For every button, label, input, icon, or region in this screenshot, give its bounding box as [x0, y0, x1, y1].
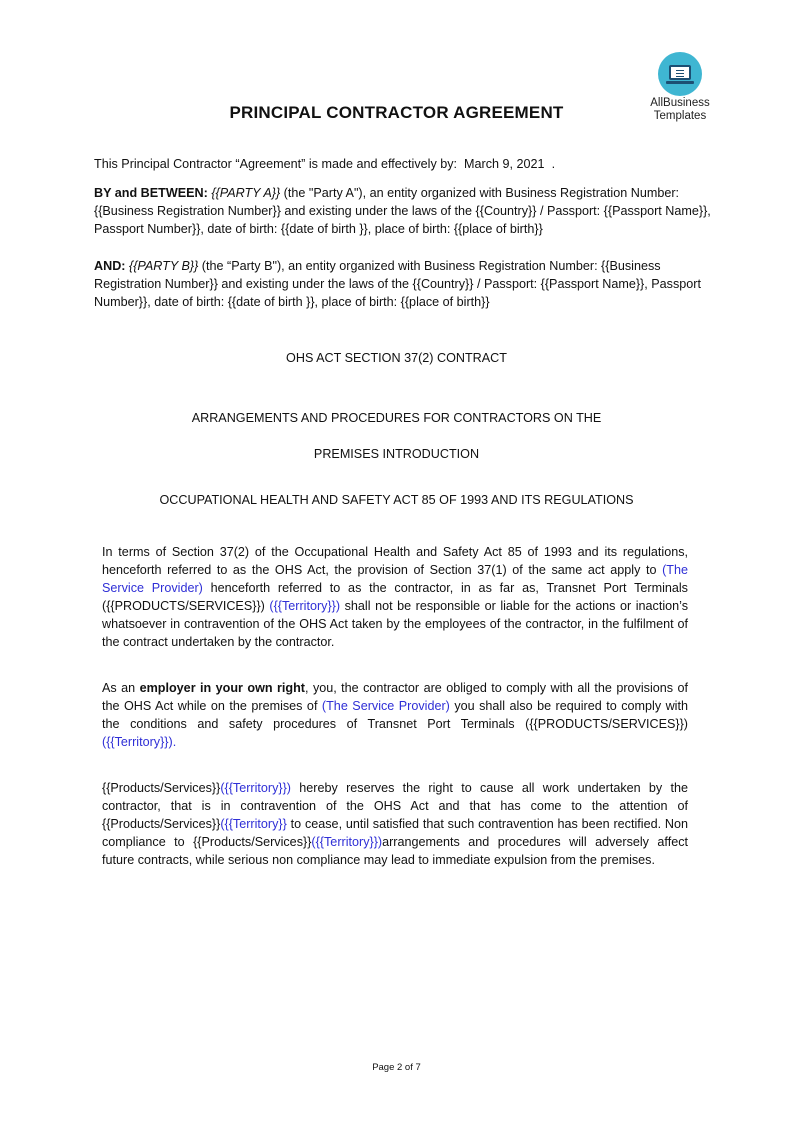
service-provider-placeholder: (The Service Provider) — [321, 699, 450, 713]
para3-text-4: arrangements and procedures will adversely affect future contracts, while serious non compliance may lead to immediate expulsion from the premises. — [102, 835, 688, 867]
service-provider-placeholder: (The Service Provider) — [102, 563, 688, 595]
party-b-text: (the “Party B"), an entity organized with Business Registration Number: {{Business Registration Number}} and existing under the laws of the {{Country}} / Passport: {{Passport Name}}, Passport Number}}, date of birth: {{date of birth }}, place of birth: {{place of birth}} — [94, 259, 701, 309]
para1-text-2: henceforth referred to as the contractor, in as far as, Transnet Port Terminals ({{PRODUCTS/SERVICES}}) — [102, 581, 688, 613]
para1-text-3: shall not be responsible or liable for the actions or inaction’s whatsoever in contravention of the OHS Act taken by the employees of the contractor, in the fulfilment of the contract undertaken by the contractor. — [102, 599, 689, 649]
section-37-paragraph — [102, 543, 688, 651]
heading-arrangements: ARRANGEMENTS AND PROCEDURES FOR CONTRACTORS ON THE — [191, 411, 602, 425]
intro-end: . — [551, 157, 556, 171]
heading-premises: PREMISES INTRODUCTION — [313, 447, 480, 461]
heading-ohs-act: OHS ACT SECTION 37(2) CONTRACT — [286, 351, 507, 365]
reservation-paragraph — [102, 779, 688, 869]
party-b-label: AND: — [94, 259, 126, 273]
para2-text-2: , you, the contractor are obliged to comply with all the provisions of the OHS Act while on the premises of — [102, 681, 688, 713]
territory-placeholder: ({{Territory}}). — [102, 735, 177, 749]
intro-text: This Principal Contractor “Agreement” is made and effectively by: — [94, 157, 458, 171]
para3-text-1: {{Products/Services}} — [102, 781, 221, 795]
para3-text-3: to cease, until satisfied that such contravention has been rectified. Non compliance to {{Products/Services}} — [102, 817, 688, 849]
document-title: PRINCIPAL CONTRACTOR AGREEMENT — [229, 103, 564, 122]
territory-placeholder: ({{Territory}} — [220, 817, 287, 831]
page-number: Page 2 of 7 — [372, 1062, 421, 1073]
heading-ohs-regulations: OCCUPATIONAL HEALTH AND SAFETY ACT 85 OF 1993 AND ITS REGULATIONS — [159, 493, 634, 507]
para1-text-1: In terms of Section 37(2) of the Occupational Health and Safety Act 85 of 1993 and its regulations, henceforth referred to as the OHS Act, the provision of Section 37(1) of the same act apply to — [102, 545, 688, 577]
logo-line-1: AllBusiness — [650, 97, 710, 109]
party-a-paragraph — [94, 184, 714, 238]
para2-text-1: As an — [102, 681, 140, 695]
intro-paragraph — [94, 155, 714, 173]
para3-text-2: hereby reserves the right to cause all work undertaken by the contractor, that is in contravention of the OHS Act and that has come to the attention of {{Products/Services}} — [102, 781, 688, 831]
party-b-name: {{PARTY B}} — [128, 259, 199, 273]
laptop-icon — [658, 52, 702, 96]
territory-placeholder: ({{Territory}}) — [269, 599, 341, 613]
territory-placeholder: ({{Territory}}) — [311, 835, 383, 849]
logo-line-2: Templates — [653, 110, 707, 122]
employer-paragraph — [102, 679, 688, 751]
territory-placeholder: ({{Territory}}) — [220, 781, 292, 795]
party-a-text: (the "Party A"), an entity organized with Business Registration Number: {{Business Registration Number}} and existing under the laws of the {{Country}} / Passport: {{Passport Name}}, Passport Number}}, date of birth: {{date of birth }}, place of birth: {{place of birth}} — [94, 186, 711, 236]
agreement-date: March 9, 2021 — [464, 157, 545, 171]
employer-emphasis: employer in your own right — [139, 681, 305, 695]
party-a-label: BY and BETWEEN: — [94, 186, 208, 200]
party-b-paragraph — [94, 257, 714, 311]
party-a-name: {{PARTY A}} — [211, 186, 281, 200]
para2-text-3: you shall also be required to comply with the conditions and safety procedures of Transnet Port Terminals ({{PRODUCTS/SERVICES}}) — [102, 699, 688, 731]
